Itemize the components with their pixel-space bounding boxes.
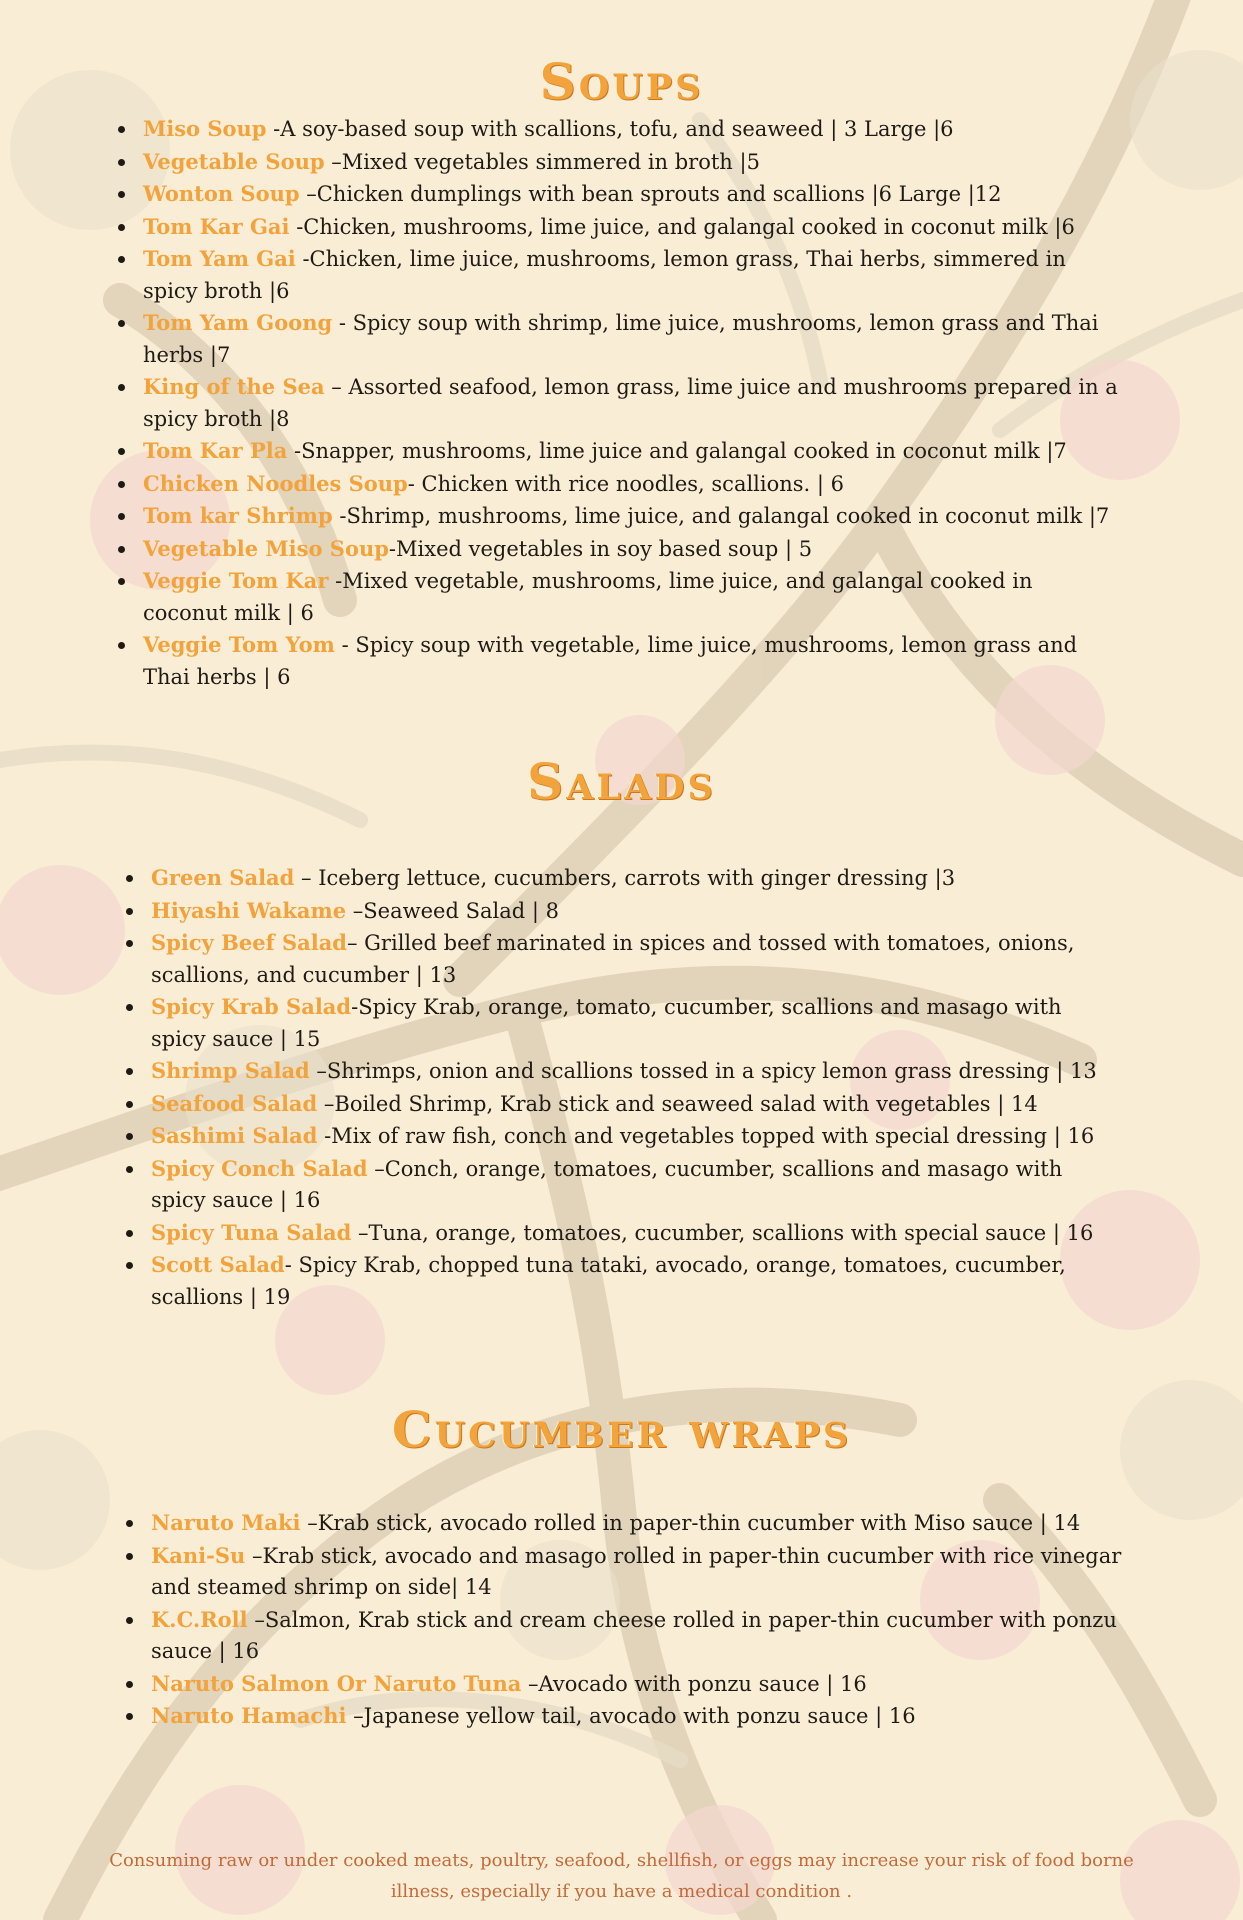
- menu-item-name: Tom Kar Pla: [143, 438, 288, 463]
- menu-item: [151, 1540, 1146, 1604]
- menu-item-description: - Spicy soup with shrimp, lime juice, mushrooms, lemon grass and Thai herbs |7: [143, 311, 1099, 367]
- menu-item-description: –Conch, orange, tomatoes, cucumber, scallions and masago with spicy sauce | 16: [151, 1156, 1063, 1212]
- menu-item-description: -Mixed vegetable, mushrooms, lime juice, and galangal cooked in coconut milk | 6: [143, 569, 1033, 625]
- menu-item-description: –Boiled Shrimp, Krab stick and seaweed salad with vegetables | 14: [317, 1091, 1038, 1116]
- menu-item-description: –Seaweed Salad | 8: [346, 898, 559, 923]
- menu-item: [151, 1604, 1146, 1668]
- menu-item-description: -Mixed vegetables in soy based soup | 5: [388, 536, 813, 561]
- menu-item-description: - Chicken with rice noodles, scallions. | 6: [407, 471, 845, 496]
- menu-item-name: Naruto Hamachi: [151, 1703, 347, 1728]
- menu-item-description: -Shrimp, mushrooms, lime juice, and galangal cooked in coconut milk |7: [332, 504, 1110, 528]
- menu-item: [143, 243, 1123, 307]
- menu-item: [143, 211, 1123, 244]
- menu-item-description: -Spicy Krab, orange, tomato, cucumber, scallions and masago with spicy sauce | 15: [151, 995, 1062, 1051]
- menu-item: [143, 371, 1123, 435]
- food-safety-disclaimer: Consuming raw or under cooked meats, poultry, seafood, shellfish, or eggs may increase your risk of food borne illness, especially if you have a medical condition .: [109, 1850, 1134, 1902]
- menu-item-name: Wonton Soup: [143, 181, 300, 206]
- menu-item: [143, 307, 1123, 371]
- menu-item: [143, 565, 1123, 629]
- menu-item: [151, 1088, 1111, 1121]
- wraps-list: [151, 1507, 1146, 1733]
- menu-item-name: Spicy Beef Salad: [151, 930, 347, 955]
- menu-item-description: –Shrimps, onion and scallions tossed in a spicy lemon grass dressing | 13: [309, 1059, 1097, 1083]
- salads-heading: Salads: [527, 752, 716, 811]
- menu-item: [151, 862, 1111, 895]
- menu-item: [143, 468, 1123, 501]
- menu-item-description: –Avocado with ponzu sauce | 16: [521, 1671, 867, 1696]
- menu-item-description: -Mix of raw fish, conch and vegetables topped with special dressing | 16: [317, 1124, 1095, 1148]
- menu-item-name: Spicy Conch Salad: [151, 1155, 368, 1181]
- menu-item: [151, 1120, 1111, 1153]
- menu-item: [151, 895, 1111, 928]
- menu-item: [143, 629, 1123, 693]
- menu-item-description: -Chicken, lime juice, mushrooms, lemon grass, Thai herbs, simmered in spicy broth |6: [143, 247, 1066, 303]
- menu-item: [151, 1249, 1111, 1313]
- menu-item: [151, 1700, 1146, 1733]
- menu-item-name: Miso Soup: [143, 116, 267, 141]
- menu-item-description: –Krab stick, avocado and masago rolled in paper-thin cucumber with rice vinegar and steamed shrimp on side| 14: [151, 1543, 1122, 1599]
- menu-item-name: Vegetable Soup: [143, 148, 325, 174]
- menu-item-name: Seafood Salad: [151, 1090, 318, 1116]
- menu-item-name: Chicken Noodles Soup: [143, 470, 408, 496]
- menu-item-name: Hiyashi Wakame: [151, 897, 347, 923]
- menu-item: [151, 1507, 1146, 1540]
- menu-item-name: Tom Yam Gai: [143, 246, 296, 271]
- menu-item: [143, 500, 1123, 533]
- menu-item-description: - Spicy soup with vegetable, lime juice, mushrooms, lemon grass and Thai herbs | 6: [143, 633, 1078, 689]
- wraps-section: [0, 1400, 1243, 1459]
- menu-item-name: Spicy Krab Salad: [151, 994, 352, 1019]
- menu-item-description: – Assorted seafood, lemon grass, lime juice and mushrooms prepared in a spicy broth |8: [143, 375, 1118, 431]
- menu-item: [151, 991, 1111, 1055]
- menu-item-name: Vegetable Miso Soup: [143, 535, 389, 561]
- menu-item: [143, 435, 1123, 468]
- menu-item-name: King of the Sea: [143, 374, 325, 399]
- menu-item-name: Sashimi Salad: [151, 1123, 318, 1148]
- menu-item-name: Scott Salad: [151, 1252, 285, 1277]
- menu-item-name: Tom Yam Goong: [143, 310, 333, 335]
- menu-item: [143, 113, 1123, 146]
- menu-item-description: –Salmon, Krab stick and cream cheese rolled in paper-thin cucumber with ponzu sauce | 16: [151, 1607, 1117, 1663]
- menu-item-description: –Tuna, orange, tomatoes, cucumber, scallions with special sauce | 16: [351, 1220, 1094, 1245]
- salads-section: [0, 752, 1243, 811]
- salads-list: [151, 862, 1111, 1313]
- menu-item-description: - Spicy Krab, chopped tuna tataki, avocado, orange, tomatoes, cucumber, scallions | 19: [151, 1253, 1066, 1309]
- soups-list: [143, 113, 1123, 693]
- menu-item-description: -Chicken, mushrooms, lime juice, and galangal cooked in coconut milk |6: [289, 214, 1075, 239]
- menu-item: [143, 178, 1123, 211]
- soups-section: [0, 52, 1243, 111]
- menu-item-name: Tom Kar Gai: [143, 213, 290, 239]
- menu-item-description: –Mixed vegetables simmered in broth |5: [324, 149, 760, 174]
- wraps-heading: Cucumber wraps: [391, 1400, 852, 1459]
- menu-item-name: Kani-Su: [151, 1542, 246, 1568]
- menu-item-description: –Japanese yellow tail, avocado with ponzu sauce | 16: [346, 1704, 916, 1728]
- menu-item-description: –Chicken dumplings with bean sprouts and scallions |6 Large |12: [299, 182, 1002, 206]
- menu-item-name: Naruto Salmon Or Naruto Tuna: [151, 1670, 522, 1696]
- menu-item-name: Veggie Tom Yom: [143, 632, 335, 657]
- menu-item: [151, 927, 1111, 991]
- menu-item-name: Green Salad: [151, 865, 295, 890]
- menu-item: [151, 1668, 1146, 1701]
- menu-item: [143, 146, 1123, 179]
- menu-item-description: –Krab stick, avocado rolled in paper-thin cucumber with Miso sauce | 14: [300, 1511, 1081, 1535]
- menu-item-description: -A soy-based soup with scallions, tofu, and seaweed | 3 Large |6: [266, 117, 954, 141]
- menu-item-name: K.C.Roll: [151, 1606, 248, 1632]
- menu-item-name: Spicy Tuna Salad: [151, 1219, 352, 1245]
- soups-heading: Soups: [539, 52, 704, 111]
- menu-item-description: – Iceberg lettuce, cucumbers, carrots with ginger dressing |3: [294, 866, 956, 890]
- menu-item: [143, 533, 1123, 566]
- menu-item-description: – Grilled beef marinated in spices and tossed with tomatoes, onions, scallions, and cucumber | 13: [151, 931, 1075, 987]
- menu-item: [151, 1055, 1111, 1088]
- menu-item-name: Shrimp Salad: [151, 1058, 310, 1083]
- menu-item: [151, 1217, 1111, 1250]
- menu-item-description: -Snapper, mushrooms, lime juice and galangal cooked in coconut milk |7: [287, 439, 1067, 463]
- menu-item-name: Veggie Tom Kar: [143, 568, 329, 593]
- menu-item-name: Tom kar Shrimp: [143, 503, 333, 528]
- menu-item-name: Naruto Maki: [151, 1510, 301, 1535]
- menu-item: [151, 1153, 1111, 1217]
